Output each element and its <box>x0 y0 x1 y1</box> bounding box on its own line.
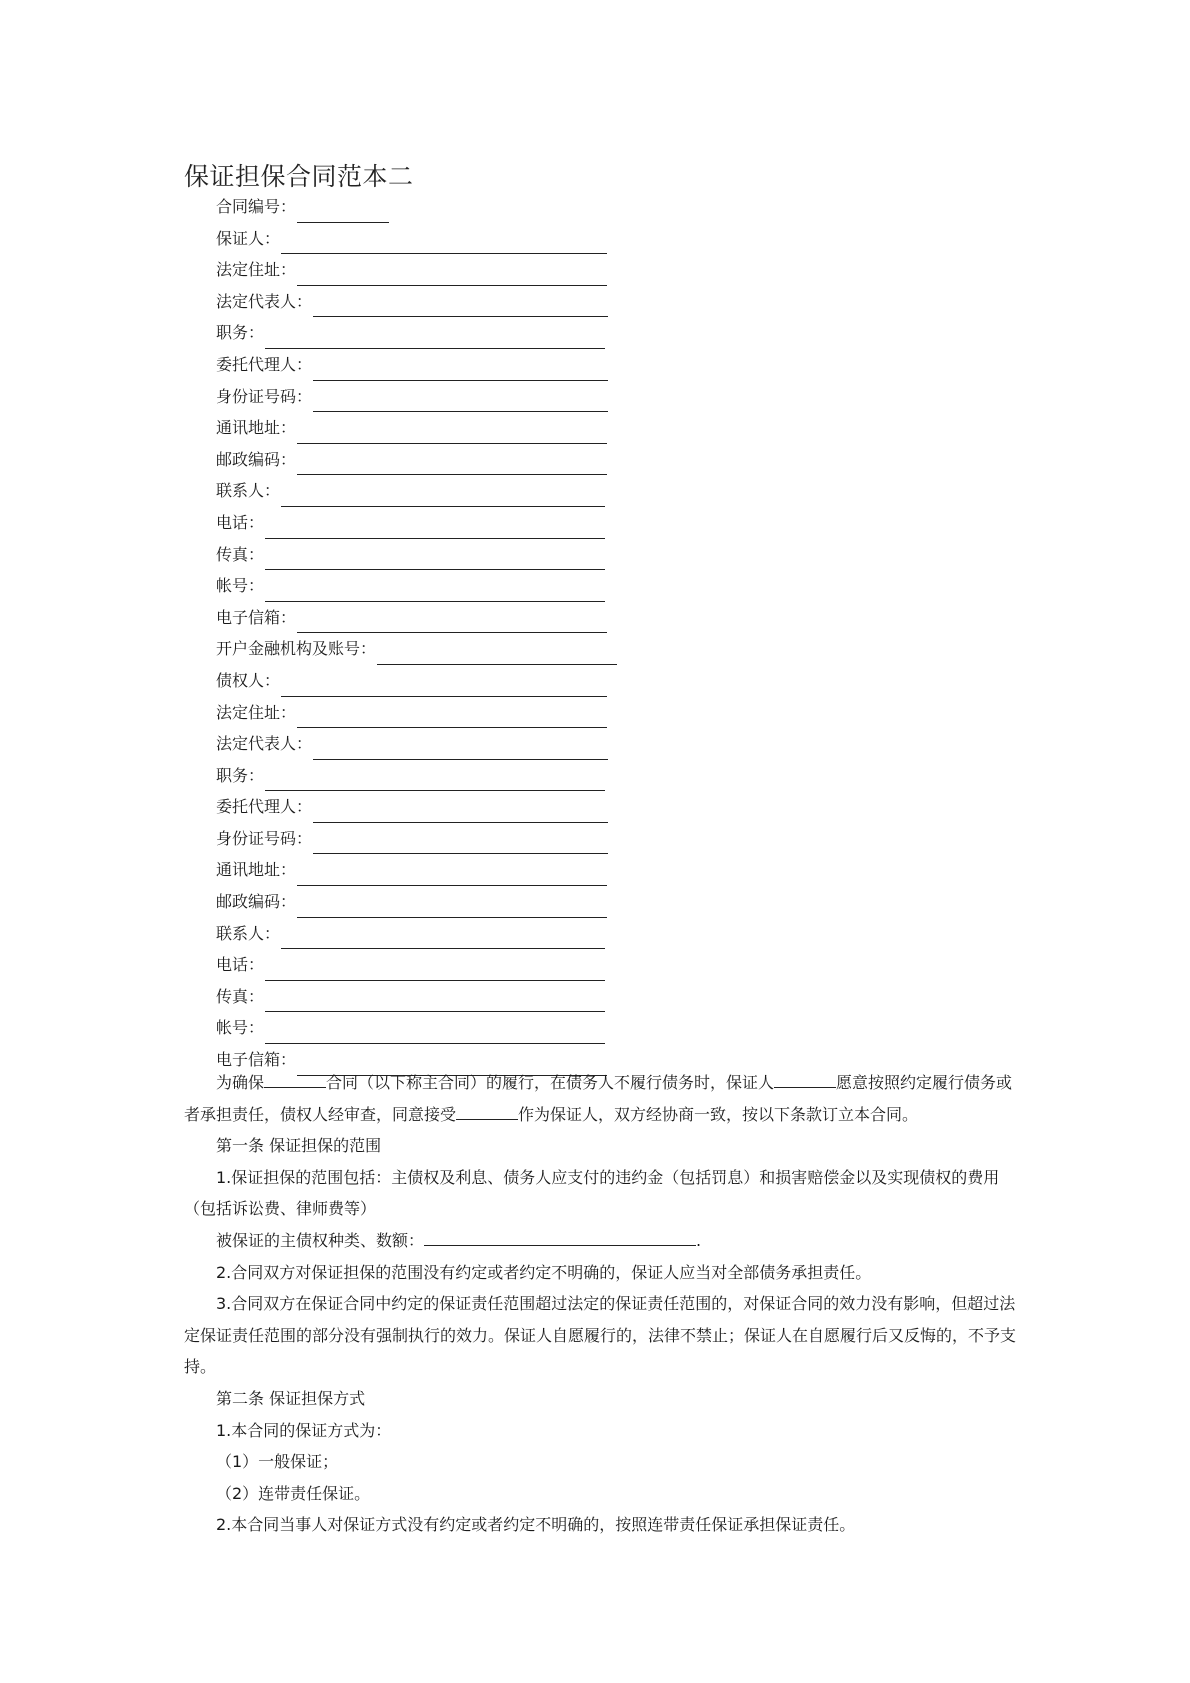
fill-blank[interactable] <box>313 738 608 760</box>
article-item: 1.保证担保的范围包括：主债权及利息、债务人应支付的违约金（包括罚息）和损害赔偿金以及实现债权的费用（包括诉讼费、律师费等） <box>184 1167 1000 1219</box>
intro-text: 合同（以下称主合同）的履行，在债务人不履行债务时，保证人 <box>326 1073 775 1092</box>
creditor-field <box>216 697 617 729</box>
creditor-field <box>216 760 617 792</box>
creditor-field <box>216 854 617 886</box>
creditor-field <box>216 728 617 760</box>
article-heading: 第二条 保证担保方式 <box>216 1388 366 1408</box>
creditor-field <box>216 665 617 697</box>
guarantor-field <box>216 286 617 318</box>
article-heading: 第一条 保证担保的范围 <box>216 1136 382 1156</box>
fill-blank[interactable] <box>313 801 608 823</box>
field-label: 被保证的主债权种类、数额： <box>216 1230 425 1250</box>
guarantor-field <box>216 475 617 507</box>
field-label: 保证人： <box>216 228 281 248</box>
article-item: 2.合同双方对保证担保的范围没有约定或者约定不明确的，保证人应当对全部债务承担责任。 <box>216 1262 872 1282</box>
intro-paragraph <box>184 1067 1022 1130</box>
guarantor-field <box>216 570 617 602</box>
guarantor-field <box>216 633 617 665</box>
fill-blank[interactable] <box>265 548 605 570</box>
field-label: 职务： <box>216 323 265 343</box>
field-label: 电子信箱： <box>216 607 297 627</box>
field-label: 委托代理人： <box>216 354 313 374</box>
field-label: 法定代表人： <box>216 291 313 311</box>
creditor-field <box>216 981 617 1013</box>
fill-blank[interactable] <box>265 959 605 981</box>
field-label: 电话： <box>216 955 265 975</box>
article-item: 3.合同双方在保证合同中约定的保证责任范围超过法定的保证责任范围的，对保证合同的效力没有影响，但超过法定保证责任范围的部分没有强制执行的效力。保证人自愿履行的，法律不禁止；保证人在自愿履行后又反悔的，不予支持。 <box>184 1294 1017 1377</box>
article-item: 1.本合同的保证方式为： <box>216 1420 392 1440</box>
fill-blank[interactable] <box>313 359 608 381</box>
guarantor-field <box>216 317 617 349</box>
fill-blank[interactable] <box>265 580 605 602</box>
option-item: （1）一般保证； <box>216 1452 339 1472</box>
field-label: 身份证号码： <box>216 828 313 848</box>
guarantor-field <box>216 381 617 413</box>
field-label: 开户金融机构及账号： <box>216 639 377 659</box>
fill-blank[interactable] <box>281 485 605 507</box>
field-label: 债权人： <box>216 670 281 690</box>
fill-blank[interactable] <box>456 1101 518 1120</box>
field-label: 传真： <box>216 544 265 564</box>
fill-blank[interactable] <box>297 201 389 223</box>
creditor-field <box>216 886 617 918</box>
guarantor-field <box>216 444 617 476</box>
fill-blank[interactable] <box>265 769 605 791</box>
guarantor-field <box>216 507 617 539</box>
line-end: . <box>696 1230 702 1250</box>
guarantor-field <box>216 539 617 571</box>
guarantor-field <box>216 602 617 634</box>
field-label: 通讯地址： <box>216 860 297 880</box>
field-label: 传真： <box>216 986 265 1006</box>
field-label: 合同编号： <box>216 197 297 216</box>
fill-blank[interactable] <box>281 927 605 949</box>
field-label: 法定住址： <box>216 702 297 722</box>
creditor-field <box>216 949 617 981</box>
fill-blank[interactable] <box>297 453 607 475</box>
field-label: 身份证号码： <box>216 386 313 406</box>
option-item: （2）连带责任保证。 <box>216 1483 371 1503</box>
fill-blank[interactable] <box>265 1022 605 1044</box>
fill-blank[interactable] <box>265 517 605 539</box>
creditor-field <box>216 1012 617 1044</box>
field-label: 通讯地址： <box>216 418 297 438</box>
fill-blank[interactable] <box>297 706 607 728</box>
fill-blank[interactable] <box>265 327 605 349</box>
field-label: 法定住址： <box>216 260 297 280</box>
field-label: 帐号： <box>216 1018 265 1038</box>
fill-blank[interactable] <box>297 422 607 444</box>
guarantor-field <box>216 412 617 444</box>
fill-blank[interactable] <box>313 390 608 412</box>
document-title: 保证担保合同范本二 <box>184 162 414 191</box>
field-label: 帐号： <box>216 576 265 596</box>
contract-number-field <box>216 191 617 223</box>
guarantor-field <box>216 254 617 286</box>
fill-blank[interactable] <box>281 232 607 254</box>
intro-text: 作为保证人，双方经协商一致，按以下条款订立本合同。 <box>518 1104 919 1124</box>
field-label: 委托代理人： <box>216 797 313 817</box>
fill-blank[interactable] <box>424 1227 696 1246</box>
field-label: 邮政编码： <box>216 449 297 469</box>
fill-blank[interactable] <box>313 295 608 317</box>
fill-blank[interactable] <box>774 1069 836 1088</box>
fill-blank[interactable] <box>297 611 607 633</box>
field-label: 职务： <box>216 765 265 785</box>
intro-text: 为确保 <box>216 1073 265 1092</box>
fill-blank[interactable] <box>265 990 605 1012</box>
fill-blank[interactable] <box>297 264 607 286</box>
field-label: 法定代表人： <box>216 734 313 754</box>
field-label: 联系人： <box>216 923 281 943</box>
fill-blank[interactable] <box>313 832 608 854</box>
party-fields <box>216 191 617 1076</box>
field-label: 电话： <box>216 512 265 532</box>
creditor-field <box>216 791 617 823</box>
fill-blank[interactable] <box>281 675 607 697</box>
fill-blank[interactable] <box>377 643 617 665</box>
fill-blank[interactable] <box>297 864 607 886</box>
fill-blank[interactable] <box>264 1069 326 1088</box>
field-label: 联系人： <box>216 481 281 501</box>
guarantor-field <box>216 349 617 381</box>
creditor-field <box>216 918 617 950</box>
debt-type-line <box>184 1225 1022 1257</box>
contract-body <box>184 1067 1022 1541</box>
field-label: 邮政编码： <box>216 892 297 912</box>
intro-text: 愿意按照约定履行债务或者承担责任，债权人经审查，同意接受 <box>184 1073 1013 1124</box>
guarantor-field <box>216 223 617 255</box>
creditor-field <box>216 823 617 855</box>
article-item: 2.本合同当事人对保证方式没有约定或者约定不明确的，按照连带责任保证承担保证责任。 <box>216 1515 856 1535</box>
field-label: 电子信箱： <box>216 1050 297 1070</box>
fill-blank[interactable] <box>297 896 607 918</box>
